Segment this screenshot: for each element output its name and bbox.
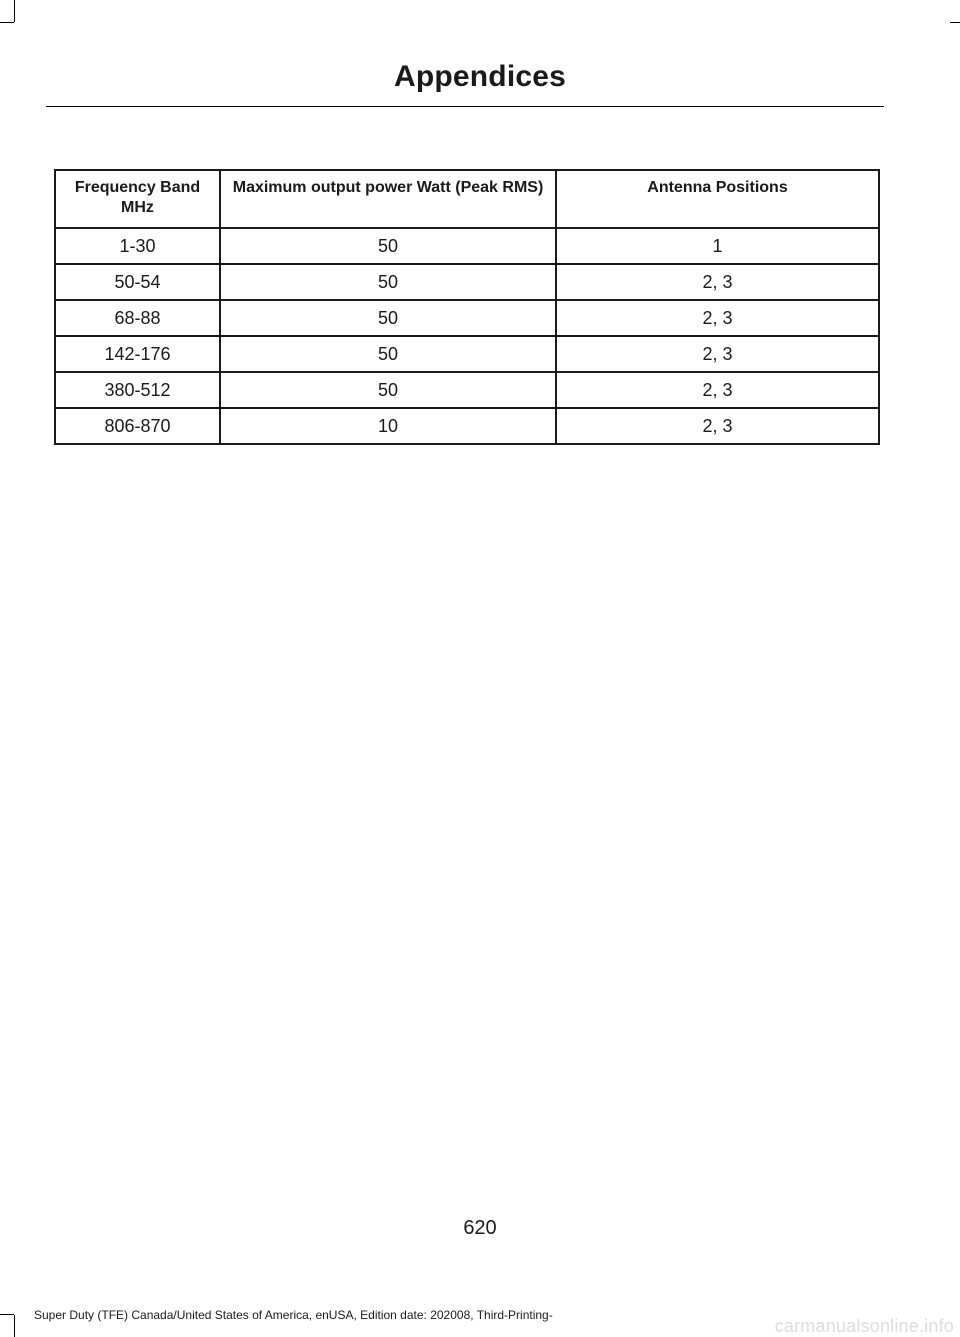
- footer-edition-text: Super Duty (TFE) Canada/United States of America, enUSA, Edition date: 202008, Third-Printing-: [34, 1308, 553, 1322]
- cell-max-output-power: 50: [220, 336, 556, 372]
- crop-mark-bottom-left-horizontal: [0, 1314, 14, 1315]
- cell-frequency-band: 50-54: [55, 264, 220, 300]
- cell-antenna-positions: 2, 3: [556, 264, 879, 300]
- cell-antenna-positions: 2, 3: [556, 408, 879, 444]
- header-frequency-band: Frequency Band MHz: [55, 170, 220, 228]
- cell-max-output-power: 10: [220, 408, 556, 444]
- cell-frequency-band: 806-870: [55, 408, 220, 444]
- table-header-row: [55, 170, 879, 228]
- cell-frequency-band: 142-176: [55, 336, 220, 372]
- crop-mark-top-right: [950, 22, 960, 23]
- frequency-power-table: [54, 169, 880, 445]
- header-max-output-power: Maximum output power Watt (Peak RMS): [220, 170, 556, 228]
- crop-mark-bottom-left: [14, 1315, 15, 1337]
- table-row: [55, 300, 879, 336]
- cell-frequency-band: 380-512: [55, 372, 220, 408]
- cell-antenna-positions: 2, 3: [556, 300, 879, 336]
- cell-antenna-positions: 2, 3: [556, 372, 879, 408]
- crop-mark-top-left-horizontal: [0, 22, 14, 23]
- table-row: [55, 408, 879, 444]
- page-title: Appendices: [393, 60, 567, 93]
- table-row: [55, 336, 879, 372]
- watermark-link[interactable]: carmanualsonline.info: [754, 1315, 960, 1337]
- cell-frequency-band: 68-88: [55, 300, 220, 336]
- cell-max-output-power: 50: [220, 228, 556, 264]
- table-row: [55, 372, 879, 408]
- cell-antenna-positions: 1: [556, 228, 879, 264]
- cell-frequency-band: 1-30: [55, 228, 220, 264]
- title-divider: [46, 106, 884, 107]
- page-number: 620: [463, 1217, 497, 1239]
- cell-max-output-power: 50: [220, 264, 556, 300]
- crop-mark-top-left: [14, 0, 15, 22]
- cell-max-output-power: 50: [220, 372, 556, 408]
- header-antenna-positions: Antenna Positions: [556, 170, 879, 228]
- table-row: [55, 228, 879, 264]
- cell-max-output-power: 50: [220, 300, 556, 336]
- table-row: [55, 264, 879, 300]
- cell-antenna-positions: 2, 3: [556, 336, 879, 372]
